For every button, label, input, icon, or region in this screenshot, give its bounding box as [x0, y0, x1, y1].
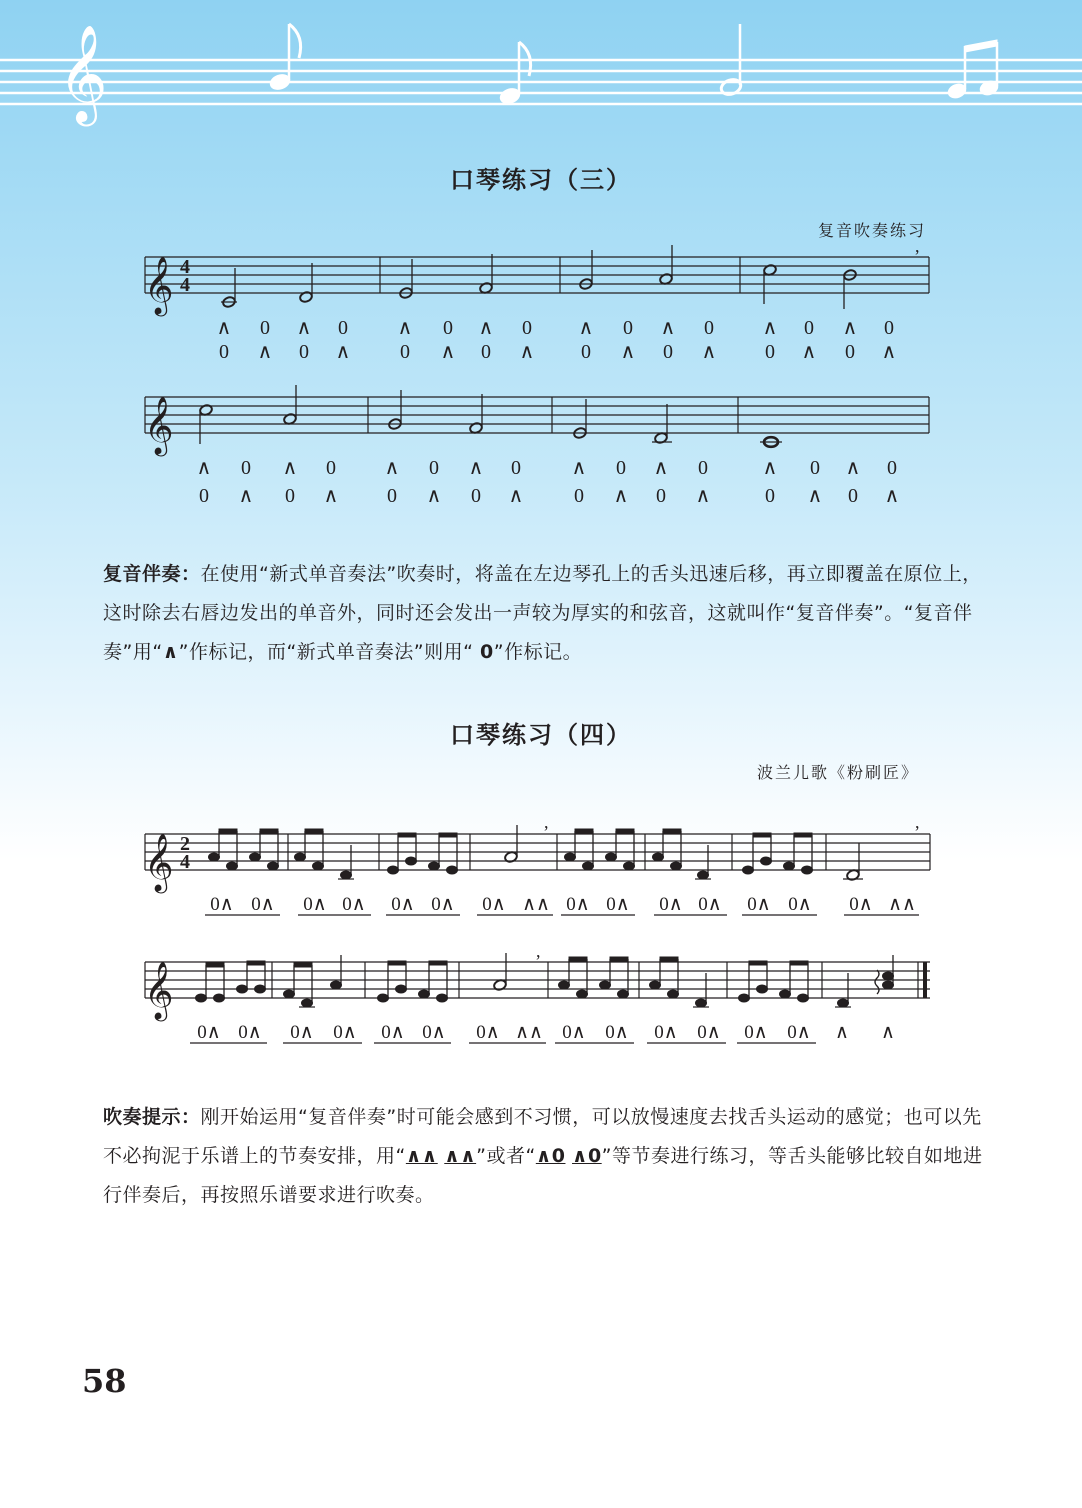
svg-text:0: 0 — [845, 341, 855, 363]
svg-text:0∧: 0∧ — [744, 1022, 768, 1043]
svg-text:0: 0 — [400, 341, 410, 363]
svg-text:0: 0 — [199, 485, 209, 507]
svg-text:0: 0 — [522, 317, 532, 339]
svg-text:0: 0 — [241, 457, 251, 479]
ex3-marks-2 — [197, 457, 900, 507]
paragraph1-text-2: ”作标记，而“新式单音奏法”则用“ — [178, 641, 481, 663]
svg-text:0: 0 — [338, 317, 348, 339]
time-signature-top: 4 — [180, 256, 190, 278]
svg-text:0∧: 0∧ — [290, 1022, 314, 1043]
paragraph-playing-tips — [103, 1098, 983, 1215]
svg-text:0: 0 — [765, 341, 775, 363]
svg-text:∧: ∧ — [845, 457, 861, 479]
ex3-staff-2 — [145, 397, 929, 433]
svg-text:0∧: 0∧ — [659, 894, 683, 915]
svg-text:∧: ∧ — [578, 317, 594, 339]
svg-text:0∧: 0∧ — [788, 894, 812, 915]
ex3-notes-2 — [199, 385, 782, 447]
svg-text:∧: ∧ — [884, 485, 900, 507]
svg-text:0∧: 0∧ — [787, 1022, 811, 1043]
time-signature-top: 2 — [180, 833, 190, 855]
svg-text:0: 0 — [698, 457, 708, 479]
svg-text:∧: ∧ — [323, 485, 339, 507]
svg-text:0∧: 0∧ — [238, 1022, 262, 1043]
breath-mark: , — [915, 236, 920, 256]
svg-text:∧: ∧ — [701, 341, 717, 363]
time-signature-bottom: 4 — [180, 851, 190, 873]
svg-text:∧: ∧ — [762, 317, 778, 339]
svg-text:0∧: 0∧ — [422, 1022, 446, 1043]
svg-text:∧: ∧ — [397, 317, 413, 339]
svg-text:∧: ∧ — [653, 457, 669, 479]
svg-text:0: 0 — [887, 457, 897, 479]
svg-text:∧: ∧ — [282, 457, 298, 479]
svg-text:0∧: 0∧ — [197, 1022, 221, 1043]
svg-text:0∧: 0∧ — [482, 894, 506, 915]
treble-clef-icon: 𝄞 — [144, 256, 174, 314]
paragraph2-text-1: 刚开始运用“复音伴奏”时可能会感到不习惯，可以放慢速度去找舌头运动的感觉；也可以先不必拘泥于乐谱上的节奏安排，用“ — [103, 1106, 982, 1167]
exercise4-title: 口琴练习（四） — [450, 721, 632, 749]
ex3-marks-1 — [217, 317, 897, 363]
svg-text:0∧: 0∧ — [210, 894, 234, 915]
svg-text:0∧: 0∧ — [431, 894, 455, 915]
svg-text:0: 0 — [623, 317, 633, 339]
svg-text:∧: ∧ — [296, 317, 312, 339]
ex3-notes-1 — [221, 245, 857, 309]
svg-text:∧: ∧ — [660, 317, 676, 339]
svg-text:0: 0 — [704, 317, 714, 339]
rhythm-pattern-b2: ∧0 — [572, 1145, 602, 1167]
ex4-marks-2 — [197, 1022, 895, 1043]
svg-text:0: 0 — [884, 317, 894, 339]
svg-text:0: 0 — [219, 341, 229, 363]
svg-text:0: 0 — [471, 485, 481, 507]
paragraph1-text-3: ”作标记。 — [493, 641, 583, 663]
paragraph2-label: 吹奏提示： — [103, 1106, 201, 1128]
svg-text:0: 0 — [656, 485, 666, 507]
rhythm-pattern-a2: ∧∧ — [444, 1145, 477, 1167]
svg-text:0: 0 — [848, 485, 858, 507]
svg-text:∧: ∧ — [842, 317, 858, 339]
svg-text:0∧: 0∧ — [333, 1022, 357, 1043]
exercise3-title: 口琴练习（三） — [450, 166, 632, 194]
rhythm-pattern-b1: ∧0 — [535, 1145, 566, 1167]
svg-text:0: 0 — [481, 341, 491, 363]
svg-text:0∧: 0∧ — [849, 894, 873, 915]
exercise3-subtitle: 复音吹奏练习 — [818, 221, 927, 240]
svg-text:∧∧: ∧∧ — [515, 1022, 543, 1043]
svg-text:0: 0 — [285, 485, 295, 507]
svg-text:0∧: 0∧ — [654, 1022, 678, 1043]
svg-text:0∧: 0∧ — [562, 1022, 586, 1043]
svg-text:∧: ∧ — [440, 341, 456, 363]
svg-text:∧: ∧ — [807, 485, 823, 507]
svg-text:0∧: 0∧ — [697, 1022, 721, 1043]
breath-mark: , — [536, 941, 541, 961]
svg-text:0∧: 0∧ — [381, 1022, 405, 1043]
svg-text:∧: ∧ — [238, 485, 254, 507]
svg-text:∧: ∧ — [881, 341, 897, 363]
svg-text:∧: ∧ — [695, 485, 711, 507]
svg-text:0: 0 — [804, 317, 814, 339]
svg-text:∧∧: ∧∧ — [522, 894, 550, 915]
svg-text:0∧: 0∧ — [566, 894, 590, 915]
svg-text:0∧: 0∧ — [606, 894, 630, 915]
svg-text:∧: ∧ — [881, 1022, 895, 1043]
paragraph1-text-1: 在使用“新式单音奏法”吹奏时，将盖在左边琴孔上的舌头迅速后移，再立即覆盖在原位上，这时除去右唇边发出的单音外，同时还会发出一声较为厚实的和弦音，这就叫作“复音伴奏”。“复音伴奏”用“ — [103, 563, 982, 663]
svg-text:∧: ∧ — [216, 317, 232, 339]
ex3-staff-1 — [145, 257, 929, 293]
svg-text:∧: ∧ — [508, 485, 524, 507]
rhythm-pattern-a1: ∧∧ — [405, 1145, 438, 1167]
svg-text:0: 0 — [511, 457, 521, 479]
paragraph1-zero-mark: 0 — [480, 641, 494, 663]
svg-text:∧: ∧ — [613, 485, 629, 507]
svg-text:0∧: 0∧ — [251, 894, 275, 915]
treble-clef-icon: 𝄞 — [144, 833, 174, 891]
time-signature-bottom: 4 — [180, 274, 190, 296]
svg-text:0∧: 0∧ — [476, 1022, 500, 1043]
paragraph1-label: 复音伴奏： — [103, 563, 201, 585]
svg-text:∧: ∧ — [571, 457, 587, 479]
treble-clef-icon: 𝄞 — [58, 24, 108, 122]
ex4-marks-1 — [210, 894, 916, 915]
svg-text:0: 0 — [765, 485, 775, 507]
svg-text:∧: ∧ — [801, 341, 817, 363]
svg-text:0: 0 — [326, 457, 336, 479]
svg-text:0: 0 — [616, 457, 626, 479]
svg-text:∧: ∧ — [335, 341, 351, 363]
treble-clef-icon: 𝄞 — [144, 396, 174, 454]
svg-text:∧: ∧ — [196, 457, 212, 479]
svg-text:0: 0 — [387, 485, 397, 507]
svg-text:0∧: 0∧ — [303, 894, 327, 915]
treble-clef-icon: 𝄞 — [144, 961, 174, 1019]
svg-text:0: 0 — [574, 485, 584, 507]
paragraph2-text-2: ”或者“ — [476, 1145, 536, 1167]
svg-text:∧: ∧ — [426, 485, 442, 507]
svg-text:0: 0 — [581, 341, 591, 363]
svg-text:∧: ∧ — [468, 457, 484, 479]
svg-text:∧: ∧ — [257, 341, 273, 363]
svg-text:0: 0 — [299, 341, 309, 363]
svg-text:0: 0 — [443, 317, 453, 339]
svg-text:0∧: 0∧ — [342, 894, 366, 915]
svg-text:0: 0 — [810, 457, 820, 479]
svg-text:0∧: 0∧ — [698, 894, 722, 915]
svg-text:0∧: 0∧ — [605, 1022, 629, 1043]
svg-text:∧: ∧ — [620, 341, 636, 363]
svg-text:∧: ∧ — [519, 341, 535, 363]
svg-text:0∧: 0∧ — [391, 894, 415, 915]
paragraph1-caret-mark: ∧ — [162, 641, 179, 663]
breath-mark: , — [544, 812, 549, 832]
page-number: 58 — [82, 1362, 127, 1400]
svg-text:∧: ∧ — [762, 457, 778, 479]
paragraph-polyphonic-accompaniment — [103, 555, 983, 672]
svg-text:∧: ∧ — [835, 1022, 849, 1043]
breath-mark: , — [915, 812, 920, 832]
svg-text:∧∧: ∧∧ — [888, 894, 916, 915]
svg-text:∧: ∧ — [384, 457, 400, 479]
svg-text:0: 0 — [429, 457, 439, 479]
paragraph2-text-3: ”等节奏进行练习，等舌头能够比较自如地进行伴奏后，再按照乐谱要求进行吹奏。 — [103, 1145, 983, 1206]
svg-text:0: 0 — [260, 317, 270, 339]
svg-text:0: 0 — [663, 341, 673, 363]
exercise4-subtitle: 波兰儿歌《粉刷匠》 — [757, 763, 920, 782]
svg-text:∧: ∧ — [478, 317, 494, 339]
svg-text:0∧: 0∧ — [747, 894, 771, 915]
